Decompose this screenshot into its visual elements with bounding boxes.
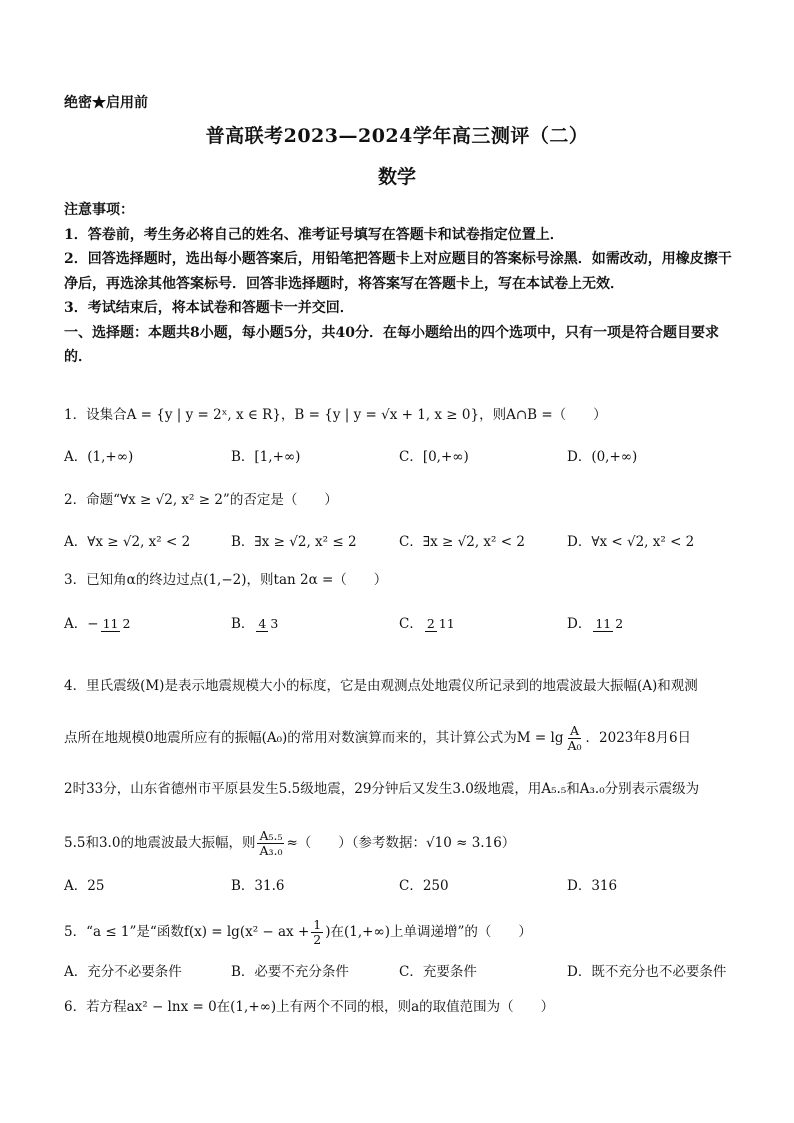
note-1: 1．答卷前，考生务必将自己的姓名、准考证号填写在答题卡和试卷指定位置上． [64, 226, 564, 243]
option-d: D．既不充分也不必要条件 [567, 964, 727, 980]
option-a: A．充分不必要条件 [64, 964, 182, 980]
question-1-options [64, 447, 732, 467]
question-2-options [64, 532, 732, 552]
section-heading: 一、选择题：本题共8小题，每小题5分，共40分．在每小题给出的四个选项中，只有一项是符合题目要求的． [64, 324, 719, 365]
question-5: 5．“a ≤ 1”是“函数f(x) = lg(x² − ax + $\frac{1}{2}$ )在(1,+∞)上单调递增”的（ ） [64, 917, 532, 947]
option-b: B．∃x ≥ √2, x² ≤ 2 [231, 534, 357, 550]
note-3: 3．考试结束后，将本试卷和答题卡一并交回． [64, 300, 354, 316]
question-3: 3．已知角α的终边过点(1,−2)，则tan 2α =（ ） [64, 572, 388, 588]
option-b: B．31.6 [231, 878, 285, 894]
option-d: D．(0,+∞) [567, 449, 638, 465]
notes-block [64, 198, 732, 370]
option-d: D． 11 2 [567, 616, 624, 632]
question-4-line-4: 5.5和3.0的地震波最大振幅，则 $\frac{\text{A₅.₅}}{\text{A₃.₀}}$ ≈（ ）（参考数据：√10 ≈ 3.16） [64, 828, 516, 858]
option-a: A．25 [64, 878, 105, 894]
notes-heading: 注意事项： [64, 202, 134, 218]
question-5-options [64, 962, 732, 982]
option-b: B．[1,+∞) [231, 449, 301, 465]
question-2: 2．命题“∀x ≥ √2, x² ≥ 2”的否定是（ ） [64, 492, 338, 508]
exam-title: 普高联考2023—2024学年高三测评（二） [205, 125, 589, 147]
option-a: A．(1,+∞) [64, 449, 134, 465]
option-b: B． 4 3 [231, 616, 279, 632]
question-4-options [64, 876, 732, 896]
question-1: 1．设集合A = {y | y = 2ˣ, x ∈ R}，B = {y | y = √x + 1, x ≥ 0}，则A∩B =（ ） [64, 407, 607, 423]
option-c: C． 2 11 [399, 616, 455, 632]
question-4-line-3: 2时33分，山东省德州市平原县发生5.5级地震，29分钟后又发生3.0级地震，用A₅.₅和A₃.₀分别表示震级为 [64, 781, 700, 797]
option-c: C．[0,+∞) [399, 449, 469, 465]
question-4-line-1: 4．里氏震级(M)是表示地震规模大小的标度，它是由观测点处地震仪所记录到的地震波最大振幅(A)和观测 [64, 678, 698, 694]
question-4-line-2: 点所在地规模0地震所应有的振幅(A₀)的常用对数演算而来的，其计算公式为M = lg $\frac{A}{\text{A₀}}$ ．2023年8月6日 [64, 723, 692, 753]
subject-title: 数学 [377, 166, 416, 188]
question-3-options [64, 614, 732, 634]
confidential-label: 绝密★启用前 [64, 95, 148, 111]
question-6: 6．若方程ax² − lnx = 0在(1,+∞)上有两个不同的根，则a的取值范围为（ ） [64, 999, 555, 1015]
option-d: D．316 [567, 878, 618, 894]
option-a: A．− 11 2 [64, 616, 131, 632]
option-d: D．∀x < √2, x² < 2 [567, 534, 695, 550]
option-b: B．必要不充分条件 [231, 964, 349, 980]
option-c: C．250 [399, 878, 449, 894]
option-a: A．∀x ≥ √2, x² < 2 [64, 534, 191, 550]
option-c: C．∃x ≥ √2, x² < 2 [399, 534, 525, 550]
note-2: 2．回答选择题时，选出每小题答案后，用铅笔把答题卡上对应题目的答案标号涂黑．如需改动，用橡皮擦干净后，再选涂其他答案标号．回答非选择题时，将答案写在答题卡上，写在本试卷上无效． [64, 251, 732, 292]
option-c: C．充要条件 [399, 964, 477, 980]
